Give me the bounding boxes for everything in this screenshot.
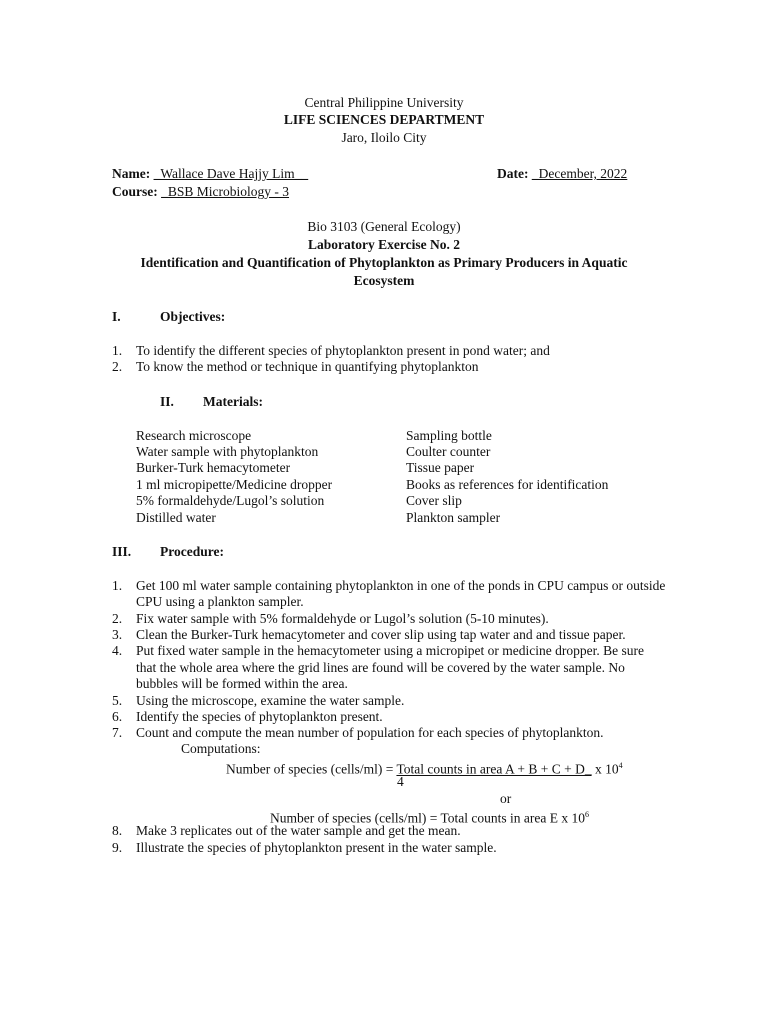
list-number: 1. bbox=[112, 343, 123, 358]
list-text: Put fixed water sample in the hemacytometer using a micropipet or medicine dropper. Be sure bbox=[136, 643, 644, 658]
formula-1-multiplier: x 10 bbox=[591, 761, 619, 777]
material-item: 1 ml micropipette/Medicine dropper bbox=[136, 477, 333, 492]
procedure-list bbox=[0, 578, 768, 858]
material-item: Coulter counter bbox=[406, 444, 491, 459]
date-value: _December, 2022 bbox=[531, 166, 628, 181]
material-item: Research microscope bbox=[136, 428, 252, 443]
formula-1-left: Number of species (cells/ml) = bbox=[226, 761, 397, 777]
list-number: 1. bbox=[112, 578, 123, 593]
course-code: Bio 3103 (General Ecology) bbox=[307, 219, 461, 234]
list-text: To identify the different species of phytoplankton present in pond water; and bbox=[136, 343, 550, 358]
name-line bbox=[112, 166, 308, 182]
list-number: 7. bbox=[112, 725, 123, 740]
course-line bbox=[112, 184, 289, 200]
list-text: Count and compute the mean number of population for each species of phytoplankton. bbox=[136, 725, 604, 740]
list-text: Identify the species of phytoplankton present. bbox=[136, 709, 383, 724]
list-text: Get 100 ml water sample containing phytoplankton in one of the ponds in CPU campus or outside bbox=[136, 578, 666, 593]
list-number: 2. bbox=[112, 359, 123, 374]
department-name: LIFE SCIENCES DEPARTMENT bbox=[283, 112, 485, 127]
objectives-numeral: I. bbox=[112, 309, 121, 324]
material-item: Plankton sampler bbox=[406, 510, 501, 525]
list-text: Make 3 replicates out of the water sample and get the mean. bbox=[136, 823, 461, 838]
course-value: _BSB Microbiology - 3 bbox=[161, 184, 290, 199]
exercise-subtitle-line1: Identification and Quantification of Phytoplankton as Primary Producers in Aquatic bbox=[140, 255, 628, 270]
list-text: that the whole area where the grid lines are found will be covered by the water sample. No bbox=[136, 660, 625, 675]
name-label: Name: bbox=[112, 166, 151, 181]
list-text: Using the microscope, examine the water sample. bbox=[136, 693, 405, 708]
or-text: or bbox=[500, 791, 512, 806]
list-text: Fix water sample with 5% formaldehyde or Lugol’s solution (5-10 minutes). bbox=[136, 611, 549, 626]
procedure-heading: Procedure: bbox=[160, 544, 224, 559]
objectives-heading: Objectives: bbox=[160, 309, 226, 324]
material-item: Burker-Turk hemacytometer bbox=[136, 460, 291, 475]
list-text: Clean the Burker-Turk hemacytometer and cover slip using tap water and and tissue paper. bbox=[136, 627, 626, 642]
list-text: To know the method or technique in quantifying phytoplankton bbox=[136, 359, 479, 374]
list-number: 4. bbox=[112, 643, 123, 658]
list-text: CPU using a plankton sampler. bbox=[136, 594, 304, 609]
procedure-numeral: III. bbox=[112, 544, 132, 559]
list-number: 8. bbox=[112, 823, 123, 838]
formula-1 bbox=[226, 758, 623, 778]
material-item: Cover slip bbox=[406, 493, 462, 508]
exercise-subtitle-line2: Ecosystem bbox=[353, 273, 415, 288]
material-item: Books as references for identification bbox=[406, 477, 609, 492]
materials-heading: Materials: bbox=[203, 394, 263, 409]
date-label: Date: bbox=[497, 166, 529, 181]
material-item: Distilled water bbox=[136, 510, 216, 525]
course-label: Course: bbox=[112, 184, 158, 199]
material-item: Water sample with phytoplankton bbox=[136, 444, 319, 459]
name-value: _Wallace Dave Hajjy Lim__ bbox=[153, 166, 309, 181]
material-item: Tissue paper bbox=[406, 460, 475, 475]
materials-numeral: II. bbox=[160, 394, 174, 409]
list-number: 5. bbox=[112, 693, 123, 708]
city-line: Jaro, Iloilo City bbox=[341, 130, 427, 145]
objectives-list bbox=[0, 343, 768, 375]
formula-1-numerator: Total counts in area A + B + C + D_ bbox=[396, 761, 592, 777]
date-line bbox=[497, 166, 627, 182]
list-number: 9. bbox=[112, 840, 123, 855]
computations-label: Computations: bbox=[181, 741, 261, 756]
formula-1-exponent: 4 bbox=[618, 761, 623, 770]
list-text: Illustrate the species of phytoplankton present in the water sample. bbox=[136, 840, 497, 855]
formula-1-denominator: 4 bbox=[397, 774, 404, 789]
list-number: 6. bbox=[112, 709, 123, 724]
list-text: bubbles will be formed within the area. bbox=[136, 676, 348, 691]
material-item: Sampling bottle bbox=[406, 428, 492, 443]
exercise-title: Laboratory Exercise No. 2 bbox=[308, 237, 460, 252]
formula-2-text: Number of species (cells/ml) = Total counts in area E x 10 bbox=[270, 810, 585, 826]
list-number: 2. bbox=[112, 611, 123, 626]
material-item: 5% formaldehyde/Lugol’s solution bbox=[136, 493, 325, 508]
university-name: Central Philippine University bbox=[304, 95, 464, 110]
list-number: 3. bbox=[112, 627, 123, 642]
formula-2-exponent: 6 bbox=[584, 810, 589, 819]
materials-table bbox=[0, 428, 768, 526]
